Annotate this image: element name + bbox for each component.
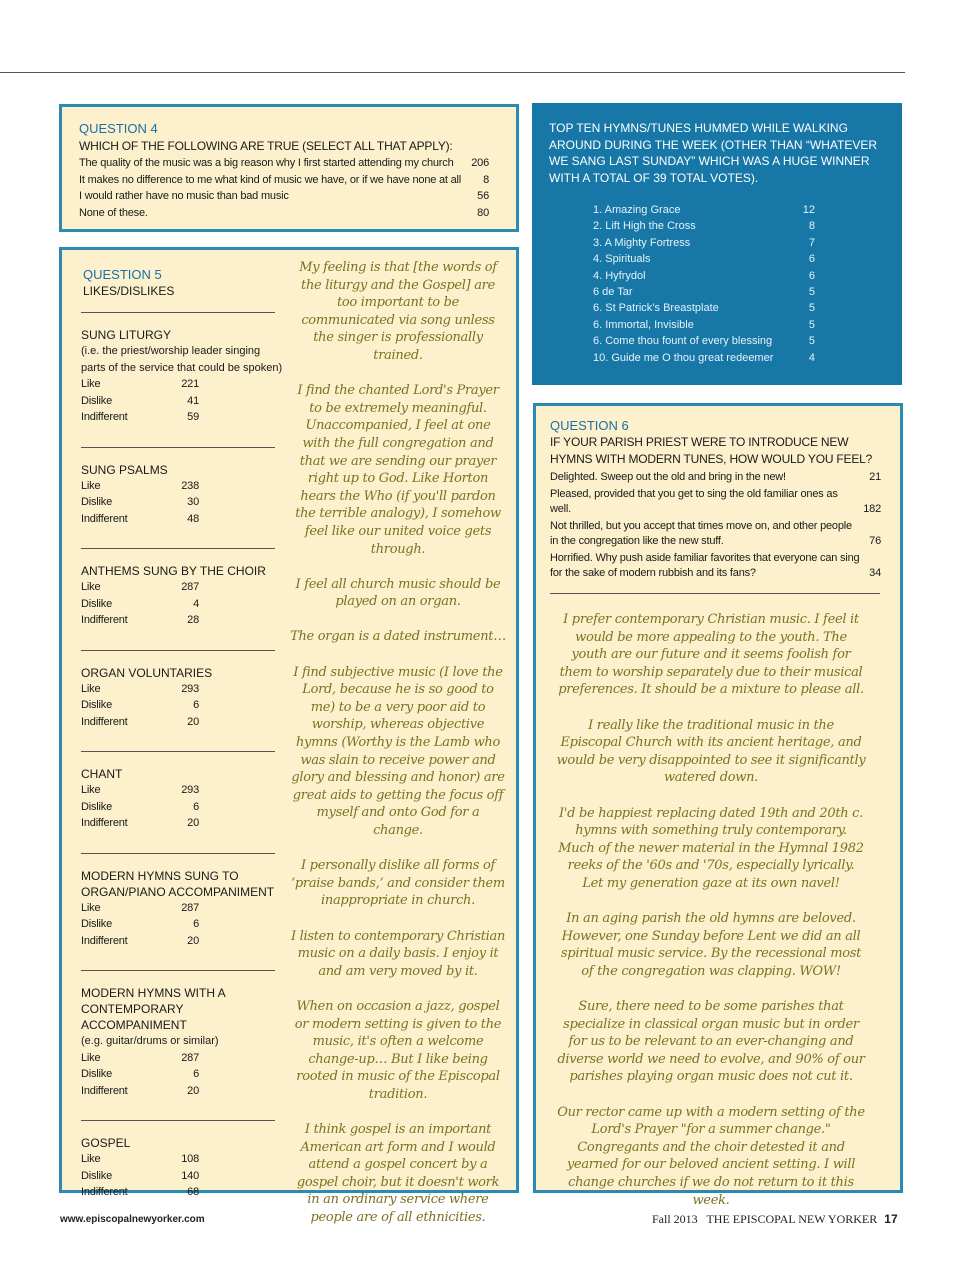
category-title: ORGAN VOLUNTARIES [81, 665, 213, 680]
table-row [81, 1151, 199, 1168]
divider [81, 447, 275, 448]
answer-text: Pleased, provided that you get to sing the old familiar ones as well. [550, 488, 838, 515]
row-value: 287 [181, 1051, 199, 1064]
hymn-votes: 6 [808, 269, 815, 282]
hymn-votes: 4 [808, 351, 815, 364]
row-label: Like [81, 1153, 101, 1165]
row-value: 140 [181, 1169, 199, 1182]
answer-count: 182 [863, 503, 881, 515]
quote: Sure, there need to be some parishes that specialize in classical organ music but in order for us to be relevant to an ever-changing and diverse world we need to evolve, and 90% of our parishes playing organ music does not cut it. [557, 999, 865, 1085]
category-title: ANTHEMS SUNG BY THE CHOIR [81, 564, 266, 578]
table-row [81, 511, 199, 528]
answer-count: 76 [869, 535, 881, 547]
quote: Our rector came up with a modern setting of the Lord's Prayer "for a summer change." Congregants and the choir detested it and yearned for our beloved ancient setting. I will change churches if we do not return to it this week. [557, 1104, 865, 1208]
quote: I find subjective music (I love the Lord, because he is so good to me) to be a very poor aid to worship, whereas objective hymns (Worthy is the Lamb who was slain to receive power and glory and blessing and honor) are great aids to getting the focus off myself and onto God for a change. [291, 664, 505, 838]
table-row [81, 799, 199, 816]
hymn-votes: 5 [808, 318, 815, 331]
question-6-row [550, 487, 881, 517]
top-ten-title: TOP TEN HYMNS/TUNES HUMMED WHILE WALKING AROUND DURING THE WEEK (OTHER THAN “WHATEVER WE SANG LAST SUNDAY” WHICH WAS A HUGE WINNER WITH A TOTAL OF 39 TOTAL VOTES). [549, 121, 878, 185]
list-item [593, 333, 815, 349]
table-row [81, 612, 199, 629]
row-value: 238 [181, 479, 199, 492]
row-label: Like [81, 682, 101, 695]
answer-text: None of these. [79, 206, 148, 219]
quote: I prefer contemporary Christian music. I feel it would be more appealing to the youth. The youth are our future and it seems foolish for them to worship separately due to their musical preferences. It should be a mixture to please all. [558, 612, 864, 698]
row-value: 4 [193, 597, 199, 610]
table-row [81, 393, 199, 410]
row-label: Dislike [81, 918, 112, 930]
hymn-votes: 5 [808, 335, 815, 348]
footer-publication: THE EPISCOPAL NEW YORKER [706, 1212, 878, 1226]
question-4-row [79, 155, 489, 172]
category-title: MODERN HYMNS WITH A CONTEMPORARY ACCOMPANIMENT [81, 986, 226, 1032]
row-value: 293 [181, 784, 199, 796]
question-6-row [550, 519, 881, 549]
hymn-name: 2. Lift High the Cross [593, 220, 696, 233]
row-value: 59 [187, 411, 199, 423]
footer-website: www.episcopalnewyorker.com [60, 1214, 205, 1225]
question-5-quotes [290, 259, 506, 1244]
hymn-name: 4. Spirituals [593, 253, 651, 266]
hymn-name: 1. Amazing Grace [593, 204, 681, 216]
row-label: Like [81, 784, 101, 796]
answer-count: 8 [483, 173, 489, 186]
table-row [81, 714, 199, 731]
category-note: (e.g. guitar/drums or similar) [81, 1035, 219, 1047]
table-row [81, 916, 199, 933]
row-label: Indifferent [81, 715, 128, 728]
row-label: Indifferent [81, 1186, 128, 1198]
question-4-label: QUESTION 4 [79, 121, 158, 136]
table-row [81, 697, 199, 714]
question-4-title: WHICH OF THE FOLLOWING ARE TRUE (SELECT ALL THAT APPLY): [79, 139, 453, 153]
quote: I personally dislike all forms of ‘praise bands,’ and consider them inappropriate in church. [291, 858, 505, 909]
question-6-row [550, 470, 881, 485]
question-6-row [550, 551, 881, 581]
hymn-votes: 8 [808, 220, 815, 233]
answer-text: I would rather have no music than bad music [79, 190, 289, 202]
answer-count: 80 [477, 206, 489, 219]
quote: When on occasion a jazz, gospel or modern setting is given to the music, it's often a welcome change-up… But I like being rooted in music of the Episcopal tradition. [294, 998, 502, 1102]
answer-count: 56 [477, 190, 489, 202]
table-row [81, 1184, 199, 1201]
quote: My feeling is that [the words of the liturgy and the Gospel] are too important to be communicated via song unless the singer is professionally trained. [299, 260, 497, 363]
divider [550, 593, 880, 594]
list-item [593, 284, 815, 300]
hymn-name: 6 de Tar [593, 286, 633, 299]
divider [81, 650, 275, 651]
question-6-label: QUESTION 6 [550, 418, 629, 433]
divider [81, 751, 275, 752]
hymn-name: 6. Come thou fount of every blessing [593, 335, 773, 348]
category-sung-psalms [81, 462, 286, 528]
top-ten-hymns-box [532, 103, 902, 385]
table-row [81, 782, 199, 799]
category-sung-liturgy [81, 327, 286, 426]
list-item [593, 268, 815, 284]
row-value: 28 [187, 614, 199, 626]
row-label: Dislike [81, 496, 112, 508]
divider [81, 853, 275, 854]
category-title: GOSPEL [81, 1136, 131, 1150]
top-ten-list [549, 202, 815, 366]
quote: I think gospel is an important American art form and I would attend a gospel concert by a gospel choir, but it doesn't work in an ordinary service where people are of all ethnicities. [296, 1122, 500, 1226]
row-value: 41 [187, 394, 199, 407]
row-value: 68 [187, 1186, 199, 1198]
quote: The organ is a dated instrument… [290, 629, 506, 645]
quote: I find the chanted Lord's Prayer to be extremely meaningful. Unaccompanied, I feel at one with the full congregation and that we are sending our prayer right up to God. Like Horton hears the Who (if you'll pardon the terrible analogy), I somehow feel like our united voice gets through. [295, 383, 501, 557]
hymn-votes: 5 [808, 302, 815, 315]
row-value: 287 [181, 581, 199, 593]
table-row [81, 596, 199, 613]
category-gospel [81, 1135, 286, 1201]
divider [81, 312, 275, 313]
question-6-title: IF YOUR PARISH PRIEST WERE TO INTRODUCE NEW HYMNS WITH MODERN TUNES, HOW WOULD YOU FEEL? [550, 435, 873, 466]
row-label: Indifferent [81, 512, 128, 525]
answer-count: 206 [471, 157, 489, 169]
hymn-votes: 6 [808, 253, 815, 266]
row-label: Like [81, 479, 101, 492]
table-row [81, 1066, 199, 1083]
row-value: 20 [187, 715, 199, 728]
quote: In an aging parish the old hymns are beloved. However, one Sunday before Lent we did an all spiritual music service. By the recessional most of the congregation was clapping. WOW! [560, 911, 862, 979]
row-value: 6 [193, 918, 199, 930]
list-item [593, 202, 815, 218]
row-label: Dislike [81, 597, 112, 610]
divider [81, 970, 275, 971]
row-value: 287 [181, 901, 199, 914]
hymn-name: 3. A Mighty Fortress [593, 236, 691, 249]
table-row [81, 681, 199, 698]
question-4-row [79, 205, 489, 222]
row-label: Indifferent [81, 411, 128, 423]
row-value: 30 [187, 496, 199, 508]
answer-text: Horrified. Why push aside familiar favorites that everyone can sing for the sake of modern rubbish and its fans? [550, 552, 860, 579]
category-modern-hymns-organ [81, 868, 286, 950]
answer-text: Not thrilled, but you accept that times move on, and other people in the congregation like the new stuff. [550, 520, 852, 547]
quote: I feel all church music should be played on an organ. [295, 576, 501, 610]
row-label: Like [81, 901, 101, 914]
footer-issue: Fall 2013 [652, 1212, 698, 1226]
row-value: 108 [181, 1153, 199, 1165]
row-label: Like [81, 1051, 101, 1064]
table-row [81, 815, 199, 832]
answer-count: 34 [869, 567, 881, 579]
row-value: 6 [193, 1068, 199, 1080]
table-row [81, 376, 199, 393]
row-label: Like [81, 581, 101, 593]
row-label: Dislike [81, 394, 112, 407]
list-item [593, 235, 815, 251]
row-label: Dislike [81, 699, 112, 711]
answer-text: It makes no difference to me what kind of music we have, or if we have none at all [79, 173, 462, 186]
quote: I really like the traditional music in the Episcopal Church with its ancient heritage, and would be very disappointed to see it significantly watered down. [556, 717, 866, 786]
row-label: Dislike [81, 1169, 112, 1182]
table-row [81, 478, 199, 495]
question-4-row [79, 188, 489, 205]
category-anthems [81, 563, 286, 629]
list-item [593, 317, 815, 333]
list-item [593, 350, 815, 366]
likes-dislikes-list [81, 267, 286, 1222]
row-value: 293 [181, 682, 199, 695]
category-chant [81, 766, 286, 832]
page-number: 17 [884, 1212, 898, 1226]
answer-text: Delighted. Sweep out the old and bring in the new! [550, 471, 786, 483]
category-modern-hymns-contemporary [81, 985, 286, 1099]
answer-text: The quality of the music was a big reason why I first started attending my church [79, 157, 454, 169]
row-value: 20 [187, 934, 199, 947]
hymn-votes: 7 [808, 236, 815, 249]
list-item [593, 251, 815, 267]
hymn-name: 6. Immortal, Invisible [593, 318, 694, 331]
category-note: (i.e. the priest/worship leader singing parts of the service that could be spoken) [81, 345, 283, 374]
row-label: Indifferent [81, 614, 128, 626]
row-label: Indifferent [81, 1084, 128, 1097]
category-title: SUNG LITURGY [81, 328, 172, 342]
quote: I'd be happiest replacing dated 19th and 20th c. hymns with something truly contemporary. Much of the newer material in the Hymnal 1982 reeks of the '60s and '70s, especially lyrically. Let my generation gaze at its own navel! [558, 805, 864, 891]
table-row [81, 494, 199, 511]
category-title: SUNG PSALMS [81, 462, 168, 477]
row-value: 6 [193, 699, 199, 711]
header-rule [0, 72, 905, 73]
answer-count: 21 [869, 471, 881, 483]
table-row [81, 409, 199, 426]
question-6-box [533, 403, 903, 1208]
row-value: 20 [187, 1084, 199, 1097]
divider [81, 1120, 275, 1121]
row-value: 48 [187, 512, 199, 525]
list-item [593, 218, 815, 234]
hymn-name: 10. Guide me O thou great redeemer [593, 351, 774, 364]
question-4-row [79, 172, 489, 189]
question-6-quotes [556, 611, 866, 1209]
hymn-name: 4. Hyfrydol [593, 269, 646, 282]
row-label: Indifferent [81, 817, 128, 829]
question-4-box [59, 104, 519, 232]
quote: I listen to contemporary Christian music on a daily basis. I enjoy it and am very moved by it. [290, 928, 506, 979]
table-row [81, 933, 199, 950]
divider [81, 548, 275, 549]
category-title: MODERN HYMNS SUNG TO ORGAN/PIANO ACCOMPANIMENT [81, 868, 275, 899]
table-row [81, 900, 199, 917]
list-item [593, 300, 815, 316]
row-label: Like [81, 378, 101, 390]
category-organ-voluntaries [81, 665, 286, 731]
footer-issue-info [652, 1212, 898, 1227]
row-value: 221 [181, 378, 199, 390]
row-label: Indifferent [81, 934, 128, 947]
row-label: Dislike [81, 1068, 112, 1080]
question-5-subtitle: LIKES/DISLIKES [83, 284, 175, 298]
table-row [81, 1168, 199, 1185]
hymn-votes: 12 [802, 204, 815, 216]
table-row [81, 579, 199, 596]
row-value: 6 [193, 800, 199, 813]
category-title: CHANT [81, 767, 123, 781]
question-5-label: QUESTION 5 [83, 267, 162, 282]
row-value: 20 [187, 817, 199, 829]
hymn-name: 6. St Patrick’s Breastplate [593, 302, 719, 315]
hymn-votes: 5 [808, 286, 815, 299]
table-row [81, 1083, 199, 1100]
table-row [81, 1050, 199, 1067]
row-label: Dislike [81, 800, 112, 813]
